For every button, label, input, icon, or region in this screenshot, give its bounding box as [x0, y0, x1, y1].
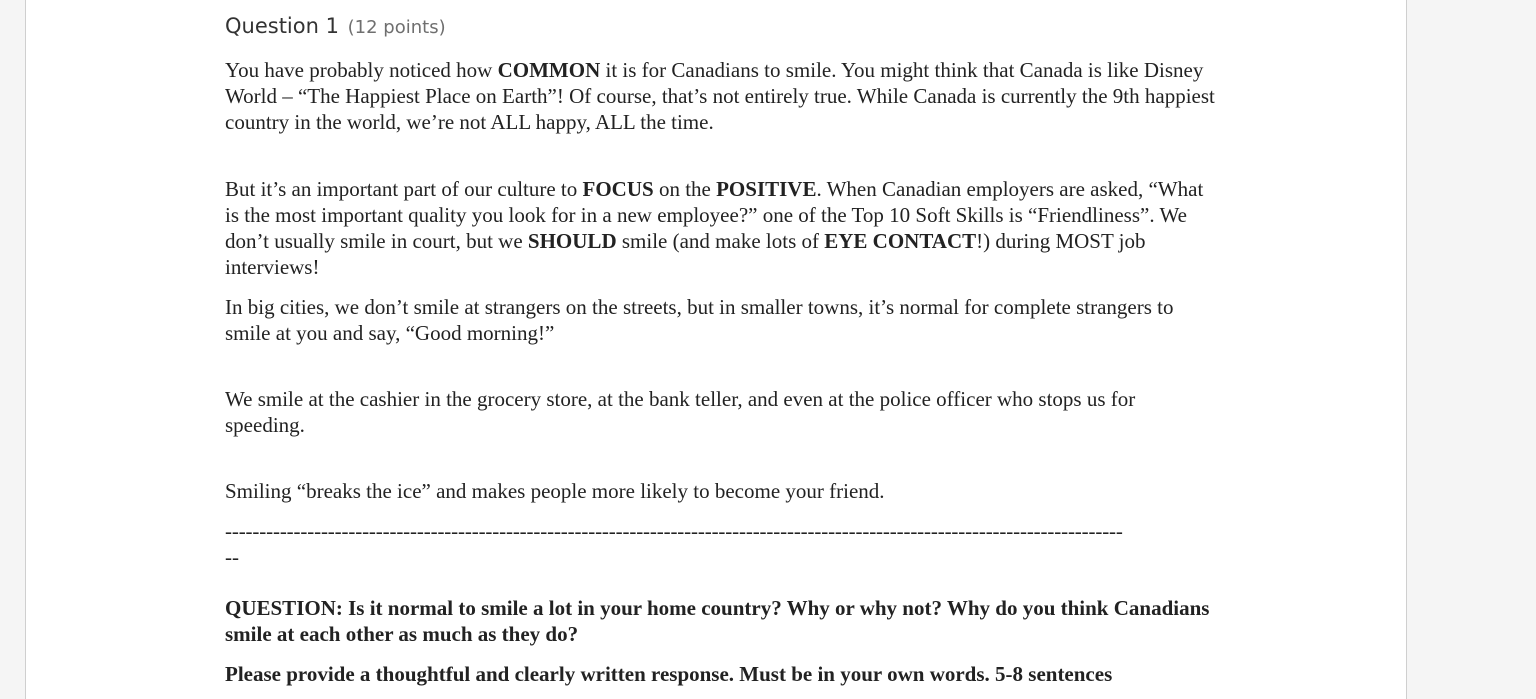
passage-paragraph-1: You have probably noticed how COMMON it is for Canadians to smile. You might think that Canada is like Disney World – “The Happiest Place on Earth”! Of course, that’s not entirely true. While Canada is currently the 9th happiest country in the world, we’re not ALL happy, ALL the time.: [225, 58, 1215, 134]
separator-line: -----------------------------------------------------------------------------------------------------------------------------------: [225, 519, 1123, 543]
response-instructions: Please provide a thoughtful and clearly written response. Must be in your own words. 5-8 sentences: [225, 662, 1113, 686]
question-points: (12 points): [347, 17, 446, 38]
question-prompt: QUESTION: Is it normal to smile a lot in your home country? Why or why not? Why do you think Canadians smile at each other as much as they do?: [225, 596, 1210, 646]
passage-paragraph-2: But it’s an important part of our culture to FOCUS on the POSITIVE. When Canadian employers are asked, “What is the most important quality you look for in a new employee?” one of the Top 10 Soft Skills is “Friendliness”. We don’t usually smile in court, but we SHOULD smile (and make lots of EYE CONTACT!) during MOST job interviews!: [225, 177, 1204, 279]
separator-tail: --: [225, 545, 239, 569]
passage-paragraph-3: In big cities, we don’t smile at strangers on the streets, but in smaller towns, it’s normal for complete strangers to smile at you and say, “Good morning!”: [225, 295, 1174, 345]
question-title: Question 1: [225, 14, 339, 38]
question-header: [225, 10, 1215, 42]
question-content: [225, 10, 1215, 687]
question-panel: [25, 0, 1407, 699]
passage-paragraph-4: We smile at the cashier in the grocery store, at the bank teller, and even at the police officer who stops us for speeding.: [225, 387, 1136, 437]
passage-paragraph-5: Smiling “breaks the ice” and makes people more likely to become your friend.: [225, 479, 885, 503]
